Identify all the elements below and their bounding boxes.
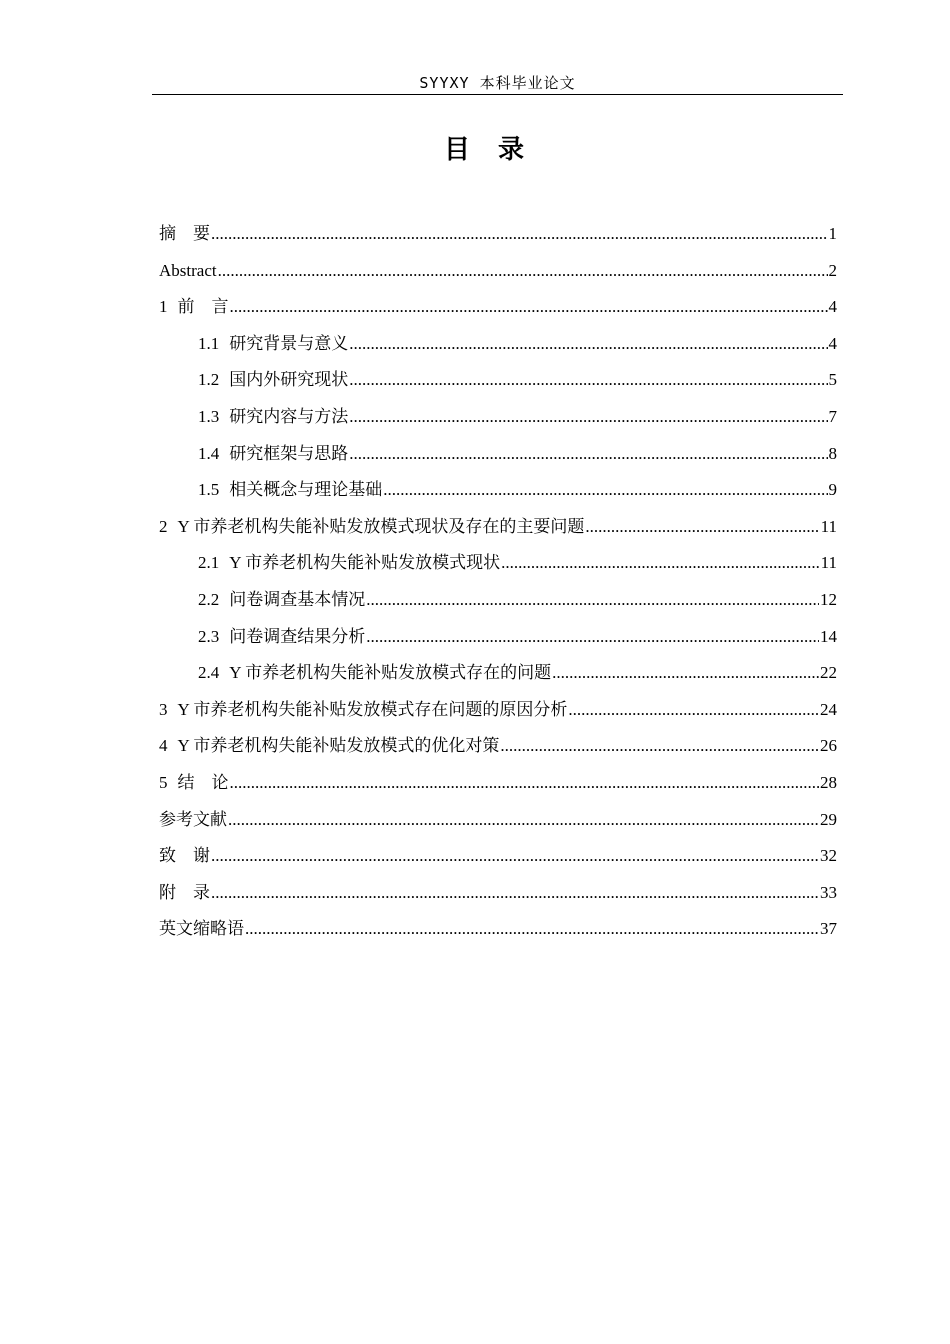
toc-entry[interactable] [159,509,837,546]
toc-entry-title: 参考文献 [159,809,227,829]
toc-entry-title: 问卷调查结果分析 [229,626,366,646]
toc-entry[interactable] [159,619,837,656]
toc-entry[interactable] [159,545,837,582]
toc-leader-dots [552,655,819,692]
toc-entry-page: 37 [820,919,837,939]
toc-leader-dots [211,838,819,875]
toc-entry[interactable] [159,326,837,363]
toc-entry-title: Y 市养老机构失能补贴发放模式的优化对策 [177,736,500,756]
toc-entry-page: 28 [820,772,837,792]
toc-entry[interactable] [159,253,837,290]
toc-entry-page: 4 [828,333,837,353]
toc-leader-dots [366,619,819,656]
toc-leader-dots [230,765,820,802]
toc-entry-title: Y 市养老机构失能补贴发放模式现状及存在的主要问题 [177,516,585,536]
toc-entry[interactable] [159,838,837,875]
toc-entry-title: 研究框架与思路 [229,443,349,463]
toc-leader-dots [228,802,819,839]
page-header [152,72,843,95]
toc-entry-title: 研究背景与意义 [229,333,349,353]
toc-entry[interactable] [159,582,837,619]
toc-entry-number: 2.2 [198,589,220,609]
toc-entry-title: 英文缩略语 [159,919,244,939]
toc-entry-page: 11 [820,516,837,536]
toc-entry-title: 相关概念与理论基础 [229,480,383,500]
toc-entry-page: 1 [828,224,837,243]
toc-entry-page: 14 [820,626,837,646]
toc-leader-dots [501,545,819,582]
toc-entry-title: Abstract [159,260,217,280]
toc-leader-dots [568,692,819,729]
toc-entry-number: 1.1 [198,333,220,353]
toc-entry-title: 问卷调查基本情况 [229,589,366,609]
toc-leader-dots [349,326,827,363]
toc-entry-page: 22 [820,663,837,683]
toc-entry-number: 4 [159,736,168,756]
toc-entry-number: 3 [159,699,168,719]
toc-entry[interactable] [159,728,837,765]
toc-entry-page: 26 [820,736,837,756]
toc-entry[interactable] [159,436,837,473]
page-title: 目录 [443,135,552,165]
toc-leader-dots [245,911,819,948]
toc-entry-title: 前 言 [177,297,229,317]
toc-entry-page: 7 [828,406,837,426]
toc-entry-title: 摘 要 [159,224,210,243]
toc-entry-page: 8 [828,443,837,463]
toc-entry-number: 1.2 [198,370,220,390]
toc-entry-title: 国内外研究现状 [229,370,349,390]
toc-entry-number: 2.1 [198,553,220,573]
toc-entry[interactable] [159,399,837,436]
toc-entry-title: Y 市养老机构失能补贴发放模式现状 [229,553,501,573]
toc-entry-page: 29 [820,809,837,829]
toc-entry-title: 附 录 [159,882,210,902]
toc-entry-number: 1 [159,297,168,317]
toc-entry-page: 32 [820,846,837,866]
toc-leader-dots [349,436,827,473]
toc-entry-number: 1.3 [198,406,220,426]
toc-leader-dots [230,289,828,326]
toc-leader-dots [211,216,828,253]
toc-leader-dots [585,509,819,546]
toc-entry[interactable] [159,802,837,839]
toc-entry[interactable] [159,875,837,912]
toc-leader-dots [218,253,828,290]
toc-leader-dots [366,582,819,619]
toc-entry-number: 2.4 [198,663,220,683]
toc-entry-number: 1.5 [198,480,220,500]
toc-entry-page: 9 [828,480,837,500]
toc-entry-number: 2 [159,516,168,536]
toc-entry[interactable] [159,655,837,692]
table-of-contents [159,216,837,948]
page-header-text: SYYXY 本科毕业论文 [419,74,576,92]
toc-leader-dots [349,399,827,436]
toc-entry[interactable] [159,216,837,253]
toc-entry[interactable] [159,289,837,326]
toc-entry[interactable] [159,692,837,729]
toc-entry-page: 4 [828,297,837,317]
toc-entry-number: 1.4 [198,443,220,463]
toc-entry-page: 12 [820,589,837,609]
toc-entry-title: 结 论 [177,772,229,792]
toc-entry-title: 研究内容与方法 [229,406,349,426]
toc-entry-title: Y 市养老机构失能补贴发放模式存在的问题 [229,663,552,683]
toc-leader-dots [349,362,827,399]
toc-entry[interactable] [159,911,837,948]
toc-entry-page: 11 [820,553,837,573]
toc-entry-number: 5 [159,772,168,792]
toc-entry[interactable] [159,472,837,509]
toc-leader-dots [383,472,827,509]
toc-entry-number: 2.3 [198,626,220,646]
toc-entry[interactable] [159,362,837,399]
toc-entry-page: 5 [828,370,837,390]
toc-entry-page: 33 [820,882,837,902]
toc-entry-title: 致 谢 [159,846,210,866]
toc-leader-dots [211,875,819,912]
toc-entry-title: Y 市养老机构失能补贴发放模式存在问题的原因分析 [177,699,568,719]
toc-entry-page: 2 [828,260,837,280]
toc-entry-page: 24 [820,699,837,719]
toc-entry[interactable] [159,765,837,802]
toc-leader-dots [500,728,819,765]
